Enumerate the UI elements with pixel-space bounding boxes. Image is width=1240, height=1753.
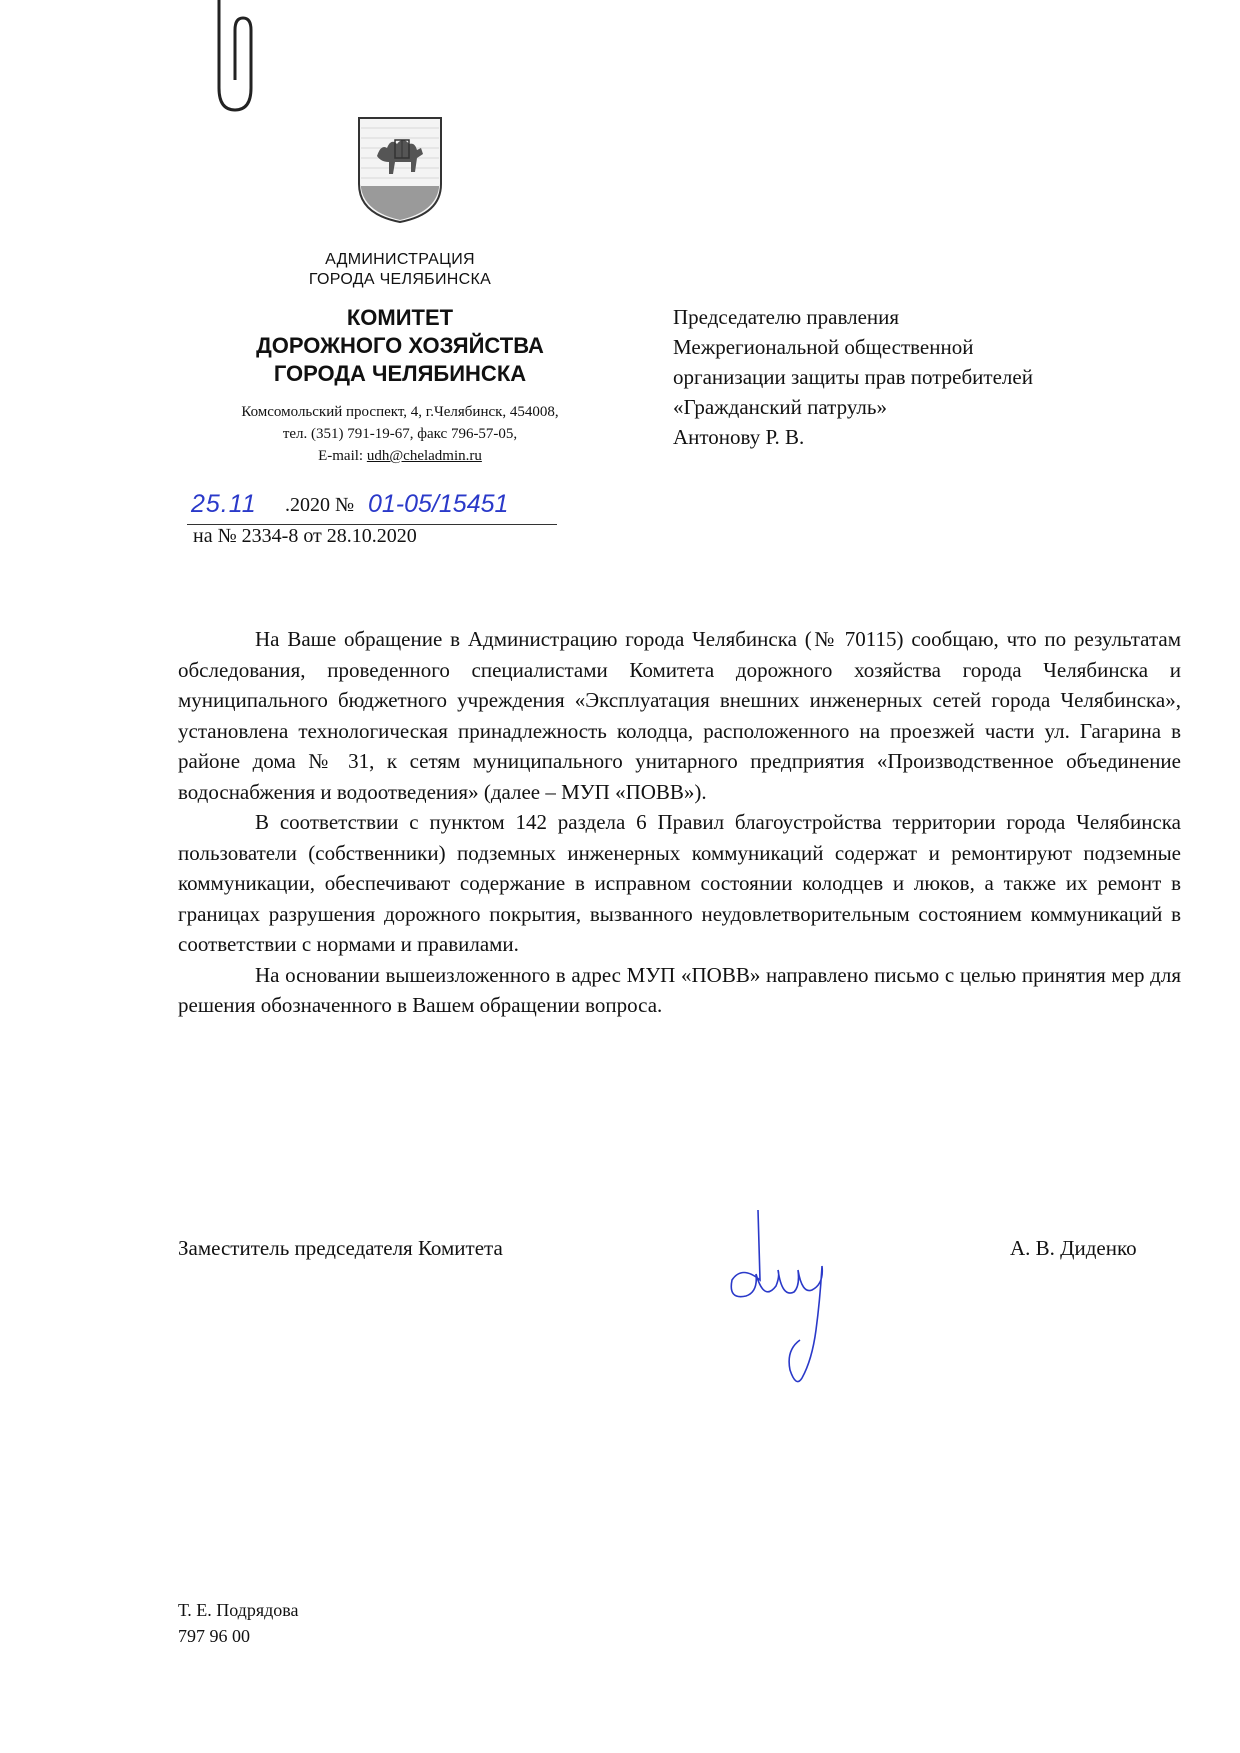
coat-of-arms-icon: [355, 114, 445, 224]
signatory-name: А. В. Диденко: [1010, 1236, 1137, 1260]
email-label: E-mail:: [318, 448, 367, 464]
registration-number-handwritten: 01-05/15451: [368, 490, 509, 518]
body-paragraph-3: На основании вышеизложенного в адрес МУП «ПОВВ» направлено письмо с целью принятия мер для решения обозначенного в Вашем обращении вопроса.: [178, 962, 1181, 1017]
performer-name: Т. Е. Подрядова: [178, 1600, 299, 1620]
recipient-block: [673, 302, 1193, 452]
admin-line-1: АДМИНИСТРАЦИЯ: [325, 251, 475, 268]
committee-address: [185, 401, 615, 467]
registration-date-handwritten: 25.11: [191, 490, 257, 518]
recipient-line-1: Председателю правления: [673, 305, 900, 329]
body-paragraph-1: На Ваше обращение в Администрацию города Челябинска (№ 70115) сообщаю, что по результатам обследования, проведенного специалистами Комитета дорожного хозяйства города Челябинска и муниципального бюджетного учреждения «Эксплуатация внешних инженерных сетей города Челябинска», установлена технологическая принадлежность колодца, расположенного на проезжей части ул. Гагарина в районе дома № 31, к сетям муниципального унитарного предприятия «Производственное объединение водоснабжения и водоотведения» (далее – МУП «ПОВВ»).: [178, 627, 1181, 804]
paper-clip-icon: [205, 0, 265, 118]
address-line-1: Комсомольский проспект, 4, г.Челябинск, 454008,: [241, 404, 559, 420]
recipient-line-5: Антонову Р. В.: [673, 425, 805, 449]
handwritten-signature: [720, 1210, 860, 1390]
committee-line-1: КОМИТЕТ: [346, 305, 454, 330]
administration-title: [240, 250, 560, 290]
body-paragraph-2: В соответствии с пунктом 142 раздела 6 Правил благоустройства территории города Челябинска пользователи (собственники) подземных инженерных коммуникаций содержат и ремонтируют подземные коммуникации, обеспечивают содержание в исправном состоянии колодцев и люков, а также их ремонт в границах разрушения дорожного покрытия, вызванного неудовлетворительным состоянием коммуникаций в соответствии с нормами и правилами.: [178, 810, 1181, 956]
performer-phone: 797 96 00: [178, 1626, 250, 1646]
registration-line: [185, 490, 565, 530]
recipient-line-3: организации защиты прав потребителей: [673, 365, 1033, 389]
email-link[interactable]: udh@cheladmin.ru: [366, 448, 482, 464]
committee-line-3: ГОРОДА ЧЕЛЯБИНСКА: [273, 361, 527, 386]
signatory-position: Заместитель председателя Комитета: [178, 1236, 503, 1260]
address-line-2: тел. (351) 791-19-67, факс 796-57-05,: [282, 426, 518, 442]
recipient-line-4: «Гражданский патруль»: [673, 395, 887, 419]
address-line-3: [185, 445, 615, 467]
committee-line-2: ДОРОЖНОГО ХОЗЯЙСТВА: [256, 333, 544, 358]
letter-body: [178, 624, 1181, 1021]
committee-title: [205, 304, 595, 388]
registration-year: .2020 №: [285, 494, 355, 516]
reference-line: на № 2334-8 от 28.10.2020: [193, 525, 417, 547]
recipient-line-2: Межрегиональной общественной: [673, 335, 974, 359]
admin-line-2: ГОРОДА ЧЕЛЯБИНСКА: [308, 271, 492, 288]
